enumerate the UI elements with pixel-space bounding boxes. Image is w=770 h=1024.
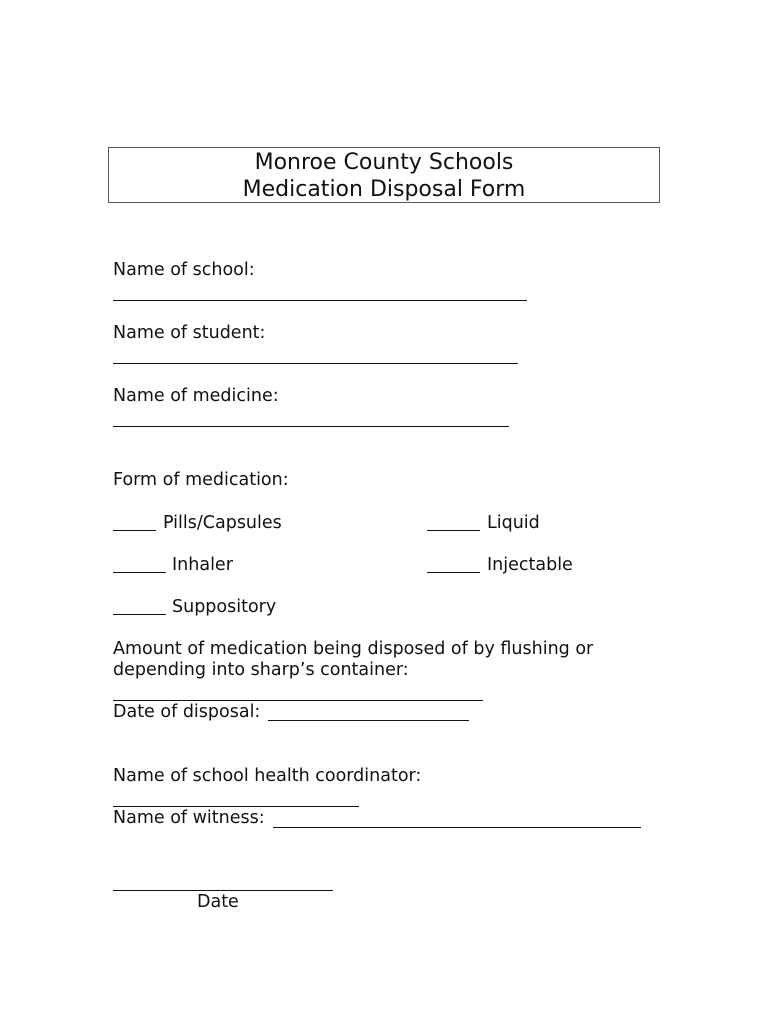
liquid-checkbox-blank[interactable] (427, 530, 480, 531)
date-of-disposal-label: Date of disposal: (113, 702, 261, 722)
inhaler-checkbox-blank[interactable] (113, 572, 166, 573)
pills-option-label: Pills/Capsules (163, 513, 282, 533)
pills-checkbox-blank[interactable] (113, 530, 156, 531)
coordinator-label: Name of school health coordinator: (113, 766, 422, 786)
date-signature-field[interactable] (113, 890, 333, 891)
student-label: Name of student: (113, 323, 266, 343)
school-label: Name of school: (113, 260, 255, 280)
coordinator-field[interactable] (113, 806, 359, 807)
form-title-line-2: Medication Disposal Form (242, 177, 526, 202)
witness-label: Name of witness: (113, 808, 265, 828)
amount-label-line-1: Amount of medication being disposed of by flushing or (113, 639, 594, 659)
form-title-box (108, 147, 660, 203)
inhaler-option-label: Inhaler (172, 555, 233, 575)
injectable-checkbox-blank[interactable] (427, 572, 480, 573)
witness-field[interactable] (273, 827, 641, 828)
student-field[interactable] (113, 363, 518, 364)
amount-label-line-2: depending into sharp’s container: (113, 660, 409, 680)
medicine-field[interactable] (113, 426, 509, 427)
date-signature-label: Date (197, 892, 239, 912)
medicine-label: Name of medicine: (113, 386, 279, 406)
injectable-option-label: Injectable (487, 555, 573, 575)
liquid-option-label: Liquid (487, 513, 540, 533)
form-of-medication-label: Form of medication: (113, 470, 289, 490)
date-of-disposal-field[interactable] (268, 720, 469, 721)
form-title-line-1: Monroe County Schools (254, 150, 514, 175)
suppository-checkbox-blank[interactable] (113, 614, 166, 615)
suppository-option-label: Suppository (172, 597, 277, 617)
school-field[interactable] (113, 300, 527, 301)
amount-field[interactable] (113, 700, 483, 701)
